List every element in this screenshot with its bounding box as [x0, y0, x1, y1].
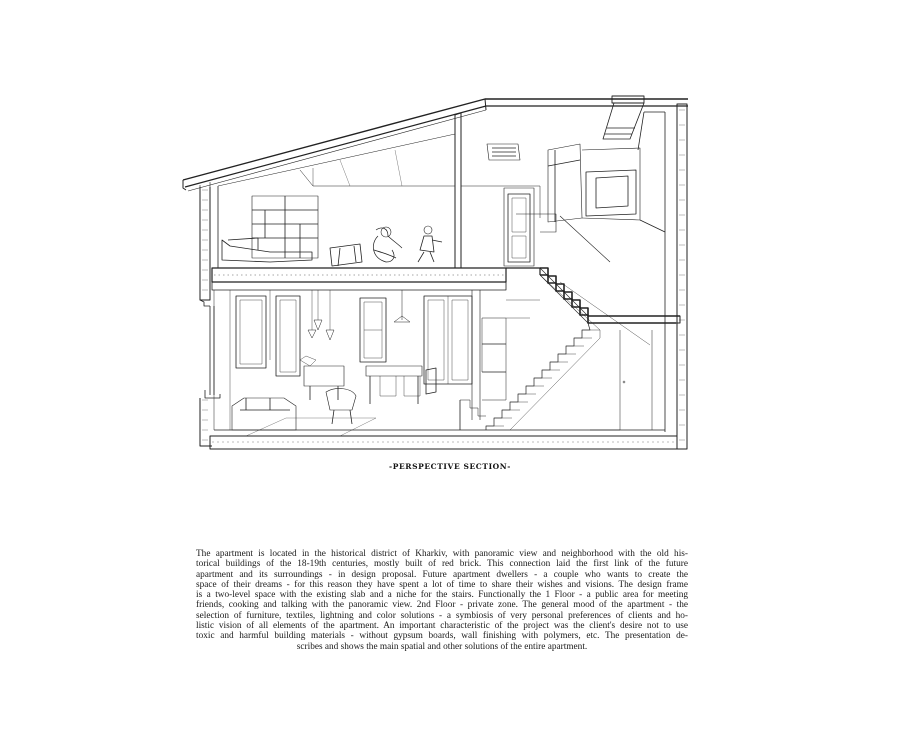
mezzanine-slab	[212, 268, 540, 290]
roof	[183, 99, 688, 192]
description-line: apartment and its surroundings - in design proposal. Future apartment dwellers - a couple who wants to create the	[196, 569, 688, 580]
drawing-caption: -PERSPECTIVE SECTION-	[389, 462, 511, 471]
left-wall	[200, 187, 220, 446]
description-line: listic vision of all elements of the apartment. An important characteristic of the project was the client's desire not to use	[196, 621, 688, 632]
right-wall	[644, 104, 687, 449]
loft-room	[218, 134, 455, 268]
description-line: is a two-level space with the existing slab and a niche for the stairs. Functionally the 1 Floor - a public area for meeting	[196, 590, 688, 601]
description-line: scribes and shows the main spatial and other solutions of the entire apartment.	[296, 641, 588, 652]
staircase	[540, 268, 680, 323]
living-room	[214, 290, 540, 436]
description-line: toxic and harmful building materials - without gypsum boards, wall finishing with polymers, etc. The presentation de-	[196, 631, 688, 642]
description-line: friends, cooking and talking with the panoramic view. 2nd Floor - private zone. The general mood of the apartment - the	[196, 600, 688, 611]
lower-right-door	[590, 330, 652, 430]
description-line: space of their dreams - for this reason they have spent a lot of time to share their wishes and visions. The design frame	[196, 579, 688, 590]
lower-stair-run	[460, 323, 600, 430]
description-line: torical buildings of the 18-19th centuries, mostly built of red brick. This connection laid the first link of the future	[196, 559, 688, 570]
upper-right-room	[461, 112, 665, 266]
skylight	[603, 96, 644, 139]
description-line: The apartment is located in the historical district of Kharkiv, with panoramic view and neighborhood with the old his-	[196, 549, 688, 559]
ground-slab	[210, 430, 677, 449]
project-description	[196, 549, 688, 652]
description-line: selection of furniture, textiles, lightning and color solutions - a symbiosis of very personal preferences of clients and ho-	[196, 610, 688, 621]
partition-wall	[455, 113, 461, 268]
